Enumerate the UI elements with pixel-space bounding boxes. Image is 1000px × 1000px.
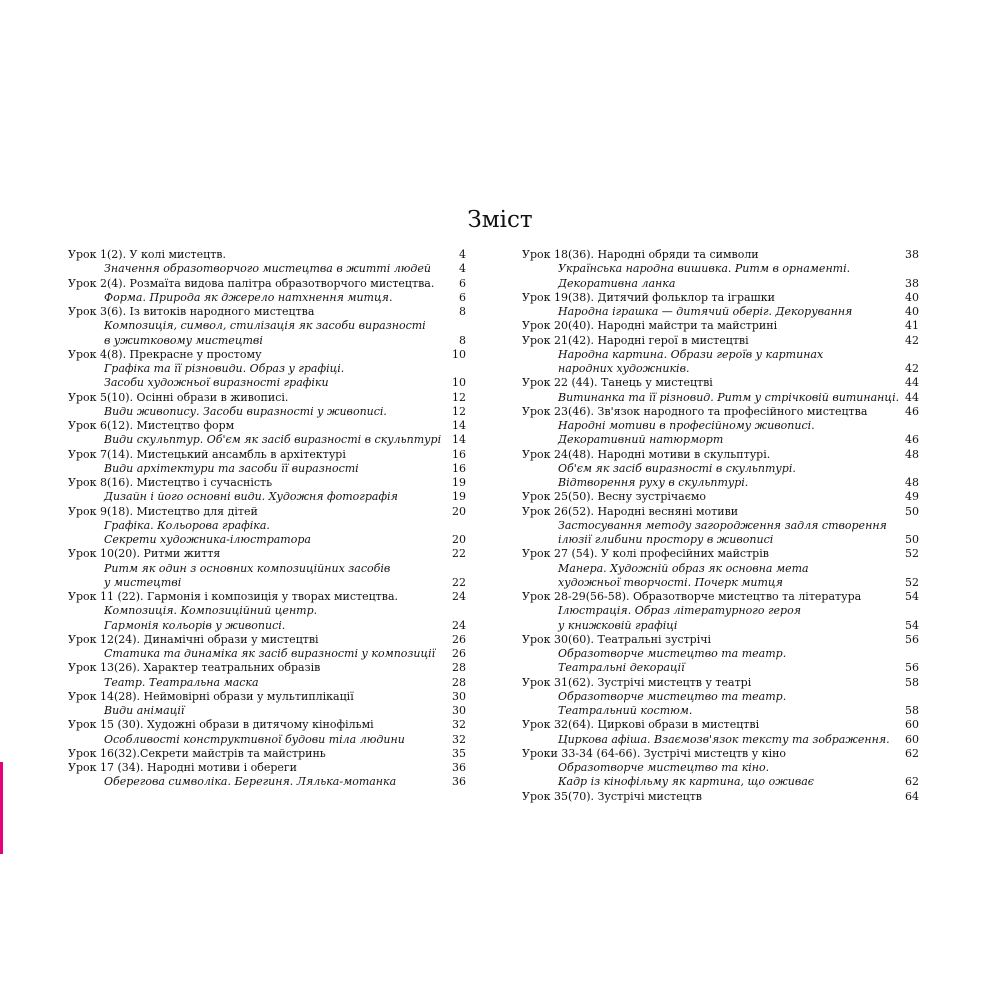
toc-subentry[interactable] — [68, 704, 466, 718]
toc-entry-title: Українська народна вишивка. Ритм в орнаменті. — [558, 262, 851, 276]
toc-entry[interactable] — [68, 391, 466, 405]
toc-entry-title: Композиція, символ, стилізація як засоби виразності — [104, 319, 426, 333]
toc-page-number: 24 — [452, 618, 466, 632]
toc-entry-title: народних художників. — [558, 362, 690, 375]
toc-page-number: 26 — [452, 647, 466, 660]
toc-entry[interactable] — [68, 348, 466, 362]
toc-entry-title: Графіка. Кольорова графіка. — [104, 518, 270, 532]
toc-entry[interactable] — [68, 633, 466, 647]
toc-page-number: 54 — [905, 618, 919, 632]
toc-entry[interactable] — [68, 277, 466, 291]
toc-entry-title: Урок 28-29(56-58). Образотворче мистецтво та література — [522, 590, 862, 603]
page-edge-marker — [0, 762, 3, 854]
toc-page-number: 22 — [452, 575, 466, 589]
toc-page-number: 38 — [905, 248, 919, 261]
page-title: Зміст — [467, 207, 533, 233]
toc-entry-title: Види живопису. Засоби виразності у живописі. — [104, 404, 387, 418]
toc-entry-title: Декоративний натюрморт — [558, 433, 724, 447]
toc-entry[interactable] — [68, 248, 466, 262]
toc-page-number: 41 — [905, 319, 919, 333]
toc-page-number: 44 — [905, 390, 919, 404]
toc-column-left — [68, 248, 466, 790]
toc-page-number: 44 — [905, 376, 919, 390]
toc-entry-title: Об'єм як засіб виразності в скульптурі. — [558, 461, 796, 475]
toc-page-number: 8 — [459, 305, 466, 318]
toc-entry-title: Урок 9(18). Мистецтво для дітей — [68, 504, 258, 518]
toc-entry[interactable] — [522, 448, 919, 462]
toc-subentry[interactable] — [522, 775, 919, 789]
toc-page-number: 60 — [905, 732, 919, 746]
toc-entry-title: Урок 14(28). Неймовірні образи у мультиплікації — [68, 689, 354, 703]
toc-entry-title: Манера. Художній образ як основна мета — [558, 561, 809, 575]
toc-page-number: 10 — [452, 376, 466, 390]
toc-subentry[interactable] — [68, 262, 466, 276]
toc-entry[interactable] — [522, 505, 919, 519]
toc-entry[interactable] — [68, 718, 466, 732]
toc-subentry[interactable] — [522, 433, 919, 447]
toc-entry-title: у книжковій графіці — [558, 618, 678, 632]
toc-subentry[interactable] — [522, 704, 919, 718]
toc-entry[interactable] — [522, 718, 919, 732]
toc-entry[interactable] — [68, 305, 466, 319]
toc-entry-title: Народна іграшка — дитячий оберіг. Декорування — [558, 305, 853, 318]
toc-entry-title: Статика та динаміка як засіб виразності у композиції — [104, 647, 436, 660]
toc-subentry[interactable] — [522, 476, 919, 490]
toc-page-number: 28 — [452, 675, 466, 689]
toc-entry[interactable] — [68, 476, 466, 490]
toc-subentry[interactable] — [522, 562, 919, 576]
toc-subentry[interactable] — [522, 391, 919, 405]
toc-entry-title: ілюзії глибини простору в живописі — [558, 533, 774, 546]
toc-entry[interactable] — [522, 376, 919, 390]
toc-entry-title: Відтворення руху в скульптурі. — [558, 476, 749, 489]
toc-entry-title: Образотворче мистецтво та кіно. — [558, 761, 770, 774]
toc-entry-title: Урок 32(64). Циркові образи в мистецтві — [522, 718, 760, 732]
toc-subentry[interactable] — [522, 262, 919, 276]
toc-entry-title: Гармонія кольорів у живописі. — [104, 618, 286, 632]
toc-page-number: 28 — [452, 661, 466, 675]
toc-entry-title: Урок 31(62). Зустрічі мистецтв у театрі — [522, 675, 752, 689]
toc-entry-title: Урок 22 (44). Танець у мистецтві — [522, 376, 713, 390]
toc-subentry[interactable] — [68, 291, 466, 305]
toc-entry-title: Ілюстрація. Образ літературного героя — [558, 604, 801, 618]
toc-entry-title: Засоби художньої виразності графіки — [104, 376, 329, 390]
toc-entry-title: Урок 27 (54). У колі професійних майстрів — [522, 547, 769, 561]
toc-entry-title: Декоративна ланка — [558, 276, 676, 290]
toc-subentry[interactable] — [522, 761, 919, 775]
toc-page-number: 36 — [452, 761, 466, 774]
toc-entry-title: Урок 4(8). Прекрасне у простому — [68, 347, 262, 361]
toc-page-number: 40 — [905, 305, 919, 318]
toc-page-number: 19 — [452, 490, 466, 504]
toc-entry[interactable] — [68, 419, 466, 433]
toc-subentry[interactable] — [522, 348, 919, 362]
toc-entry[interactable] — [522, 676, 919, 690]
toc-page-number: 50 — [905, 533, 919, 546]
toc-page-number: 20 — [452, 504, 466, 518]
toc-entry-title: Театральний костюм. — [558, 704, 693, 717]
toc-subentry[interactable] — [522, 647, 919, 661]
toc-page-number: 24 — [452, 590, 466, 603]
toc-subentry[interactable] — [68, 362, 466, 376]
toc-page-number: 46 — [905, 404, 919, 418]
toc-page-number: 30 — [452, 704, 466, 717]
toc-subentry[interactable] — [68, 604, 466, 618]
toc-page-number: 38 — [905, 276, 919, 290]
toc-page-number: 10 — [452, 347, 466, 361]
toc-entry[interactable] — [522, 319, 919, 333]
toc-subentry[interactable] — [68, 405, 466, 419]
toc-page-number: 4 — [459, 248, 466, 261]
toc-page-number: 48 — [905, 476, 919, 489]
toc-subentry[interactable] — [68, 376, 466, 390]
toc-subentry[interactable] — [522, 576, 919, 590]
toc-subentry[interactable] — [68, 490, 466, 504]
toc-entry-title: Театральні декорації — [558, 661, 685, 675]
toc-entry-title: Дизайн і його основні види. Художня фотографія — [104, 490, 398, 504]
toc-entry-title: Урок 2(4). Розмаїта видова палітра образотворчого мистецтва. — [68, 276, 435, 290]
toc-entry[interactable] — [522, 405, 919, 419]
toc-page-number: 62 — [905, 746, 919, 760]
toc-subentry[interactable] — [68, 576, 466, 590]
toc-subentry[interactable] — [522, 661, 919, 675]
toc-entry[interactable] — [522, 291, 919, 305]
toc-entry[interactable] — [522, 490, 919, 504]
toc-page-number: 54 — [905, 590, 919, 603]
toc-entry-title: Урок 20(40). Народні майстри та майстрині — [522, 319, 778, 333]
toc-entry-title: Урок 24(48). Народні мотиви в скульптурі. — [522, 447, 771, 461]
toc-entry[interactable] — [68, 547, 466, 561]
toc-entry[interactable] — [522, 590, 919, 604]
toc-entry-title: Урок 3(6). Із витоків народного мистецтва — [68, 305, 315, 318]
toc-page-number: 16 — [452, 447, 466, 461]
toc-page-number: 42 — [905, 333, 919, 347]
toc-entry-title: Урок 13(26). Характер театральних образів — [68, 661, 321, 675]
toc-subentry[interactable] — [68, 619, 466, 633]
toc-entry-title: Урок 10(20). Ритми життя — [68, 547, 221, 561]
toc-entry-title: Урок 25(50). Весну зустрічаємо — [522, 490, 707, 504]
toc-page-number: 8 — [459, 333, 466, 347]
toc-entry-title: Форма. Природа як джерело натхнення митця. — [104, 290, 393, 304]
toc-subentry[interactable] — [522, 362, 919, 376]
toc-page-number: 35 — [452, 746, 466, 760]
toc-page-number: 52 — [905, 575, 919, 589]
toc-page-number: 22 — [452, 547, 466, 561]
toc-entry-title: Види архітектури та засоби її виразності — [104, 461, 359, 475]
toc-entry-title: Види скульптур. Об'єм як засіб виразності в скульптурі — [104, 433, 442, 447]
toc-subentry[interactable] — [522, 690, 919, 704]
toc-entry[interactable] — [522, 334, 919, 348]
toc-entry-title: Урок 11 (22). Гармонія і композиція у творах мистецтва. — [68, 590, 398, 603]
toc-page-number: 32 — [452, 732, 466, 746]
toc-entry-title: Застосування методу загородження задля створення — [558, 518, 887, 532]
toc-entry[interactable] — [68, 761, 466, 775]
toc-entry[interactable] — [522, 633, 919, 647]
toc-entry[interactable] — [68, 747, 466, 761]
toc-entry-title: Значення образотворчого мистецтва в житті людей — [104, 262, 431, 276]
toc-page-number: 48 — [905, 447, 919, 461]
toc-subentry[interactable] — [522, 733, 919, 747]
toc-entry-title: Народна картина. Образи героїв у картинах — [558, 347, 824, 361]
toc-entry-title: Урок 30(60). Театральні зустрічі — [522, 632, 712, 646]
toc-subentry[interactable] — [68, 519, 466, 533]
toc-subentry[interactable] — [68, 533, 466, 547]
toc-entry-title: Особливості конструктивної будови тіла людини — [104, 732, 405, 746]
toc-page-number: 46 — [905, 433, 919, 447]
toc-entry-title: Образотворче мистецтво та театр. — [558, 689, 787, 703]
toc-entry-title: Урок 35(70). Зустрічі мистецтв — [522, 789, 702, 803]
toc-page-number: 36 — [452, 775, 466, 789]
toc-subentry[interactable] — [68, 775, 466, 789]
toc-page-number: 14 — [452, 419, 466, 432]
toc-entry-title: Секрети художника-ілюстратора — [104, 533, 311, 546]
toc-entry-title: Композиція. Композиційний центр. — [104, 604, 318, 618]
toc-entry-title: Урок 23(46). Зв'язок народного та професійного мистецтва — [522, 404, 868, 418]
toc-subentry[interactable] — [522, 462, 919, 476]
toc-subentry[interactable] — [68, 334, 466, 348]
toc-column-right — [522, 248, 919, 804]
toc-page-number: 4 — [459, 262, 466, 276]
toc-page-number: 26 — [452, 632, 466, 646]
toc-subentry[interactable] — [522, 533, 919, 547]
toc-subentry[interactable] — [68, 462, 466, 476]
toc-page-number: 12 — [452, 404, 466, 418]
toc-entry[interactable] — [522, 790, 919, 804]
toc-entry-title: Урок 5(10). Осінні образи в живописі. — [68, 390, 289, 404]
toc-page-number: 42 — [905, 362, 919, 375]
toc-page-number: 16 — [452, 461, 466, 475]
toc-entry-title: Урок 8(16). Мистецтво і сучасність — [68, 476, 273, 489]
toc-subentry[interactable] — [68, 433, 466, 447]
toc-subentry[interactable] — [522, 277, 919, 291]
toc-subentry[interactable] — [68, 319, 466, 333]
toc-subentry[interactable] — [68, 733, 466, 747]
toc-entry-title: Урок 1(2). У колі мистецтв. — [68, 248, 226, 261]
toc-entry-title: Народні мотиви в професійному живописі. — [558, 419, 815, 432]
toc-entry-title: Витинанка та її різновид. Ритм у стрічковій витинанці. — [558, 390, 900, 404]
toc-page-number: 52 — [905, 547, 919, 561]
toc-entry[interactable] — [522, 547, 919, 561]
toc-page-number: 60 — [905, 718, 919, 732]
toc-entry[interactable] — [68, 661, 466, 675]
toc-entry-title: Урок 26(52). Народні весняні мотиви — [522, 504, 739, 518]
toc-entry-title: у мистецтві — [104, 575, 182, 589]
toc-subentry[interactable] — [522, 519, 919, 533]
toc-page-number: 32 — [452, 718, 466, 732]
toc-entry[interactable] — [522, 747, 919, 761]
toc-entry-title: Урок 15 (30). Художні образи в дитячому кінофільмі — [68, 718, 374, 732]
toc-entry-title: художньої творчості. Почерк митця — [558, 575, 783, 589]
toc-entry[interactable] — [522, 248, 919, 262]
toc-entry[interactable] — [68, 505, 466, 519]
toc-entry-title: Ритм як один з основних композиційних засобів — [104, 561, 391, 575]
toc-page-number: 58 — [905, 675, 919, 689]
toc-entry-title: Образотворче мистецтво та театр. — [558, 647, 787, 660]
toc-subentry[interactable] — [68, 647, 466, 661]
toc-entry-title: Види анімації — [104, 704, 185, 717]
toc-subentry[interactable] — [522, 419, 919, 433]
toc-entry-title: в ужитковому мистецтві — [104, 333, 263, 347]
toc-entry-title: Оберегова символіка. Берегиня. Лялька-мотанка — [104, 775, 397, 789]
toc-page-number: 19 — [452, 476, 466, 489]
toc-page-number: 62 — [905, 775, 919, 789]
toc-page-number: 40 — [905, 290, 919, 304]
toc-page-number: 64 — [905, 789, 919, 803]
toc-entry-title: Урок 17 (34). Народні мотиви і обереги — [68, 761, 298, 774]
toc-entry[interactable] — [68, 590, 466, 604]
toc-page-number: 58 — [905, 704, 919, 717]
toc-entry-title: Урок 21(42). Народні герої в мистецтві — [522, 333, 749, 347]
toc-entry-title: Урок 12(24). Динамічні образи у мистецтві — [68, 632, 319, 646]
toc-subentry[interactable] — [522, 604, 919, 618]
toc-entry-title: Урок 16(32).Секрети майстрів та майстринь — [68, 746, 326, 760]
toc-entry-title: Театр. Театральна маска — [104, 675, 259, 689]
toc-entry-title: Урок 7(14). Мистецький ансамбль в архітектурі — [68, 447, 346, 461]
toc-entry[interactable] — [68, 690, 466, 704]
toc-page-number: 49 — [905, 490, 919, 504]
toc-subentry[interactable] — [68, 676, 466, 690]
toc-page-number: 56 — [905, 632, 919, 646]
toc-entry-title: Графіка та її різновиди. Образ у графіці. — [104, 362, 345, 375]
toc-entry-title: Урок 6(12). Мистецтво форм — [68, 419, 235, 432]
toc-entry-title: Циркова афіша. Взаємозв'язок тексту та зображення. — [558, 732, 890, 746]
toc-entry-title: Уроки 33-34 (64-66). Зустрічі мистецтв у кіно — [522, 746, 787, 760]
toc-entry-title: Урок 19(38). Дитячий фольклор та іграшки — [522, 290, 775, 304]
toc-page-number: 20 — [452, 533, 466, 546]
toc-subentry[interactable] — [68, 562, 466, 576]
toc-page-number: 56 — [905, 661, 919, 675]
toc-page-number: 50 — [905, 504, 919, 518]
toc-page-number: 6 — [459, 276, 466, 290]
toc-page-number: 6 — [459, 290, 466, 304]
toc-subentry[interactable] — [522, 305, 919, 319]
toc-page-number: 12 — [452, 390, 466, 404]
toc-entry[interactable] — [68, 448, 466, 462]
toc-entry-title: Кадр із кінофільму як картина, що оживає — [558, 775, 814, 789]
toc-entry-title: Урок 18(36). Народні обряди та символи — [522, 248, 759, 261]
toc-subentry[interactable] — [522, 619, 919, 633]
toc-page-number: 14 — [452, 433, 466, 447]
toc-page-number: 30 — [452, 689, 466, 703]
